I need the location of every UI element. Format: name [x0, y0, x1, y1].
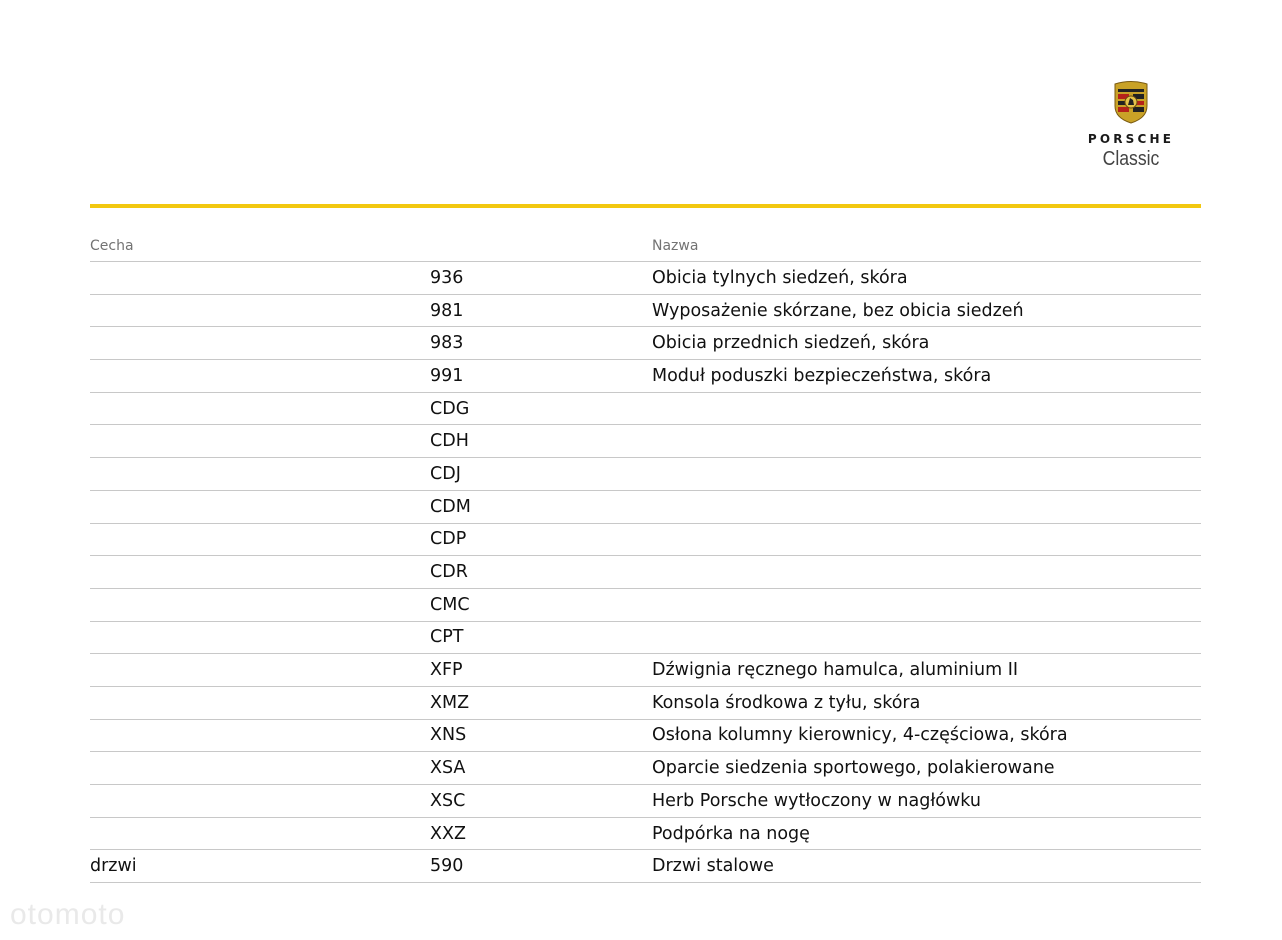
cell-cecha [90, 817, 430, 850]
table-row [90, 621, 1201, 654]
cell-code: 991 [430, 360, 652, 393]
brand-sub: Classic [1102, 148, 1160, 170]
cell-nazwa: Osłona kolumny kierownicy, 4-częściowa, skóra [652, 719, 1201, 752]
header-nazwa: Nazwa [652, 230, 1201, 262]
table-row [90, 327, 1201, 360]
cell-cecha [90, 654, 430, 687]
cell-code: XNS [430, 719, 652, 752]
cell-nazwa [652, 621, 1201, 654]
cell-nazwa [652, 458, 1201, 491]
table-row [90, 392, 1201, 425]
cell-cecha [90, 621, 430, 654]
cell-code: CDR [430, 556, 652, 589]
table-row [90, 686, 1201, 719]
table-row [90, 523, 1201, 556]
watermark: otomoto [10, 898, 126, 931]
cell-nazwa: Obicia tylnych siedzeń, skóra [652, 262, 1201, 295]
cell-cecha: drzwi [90, 850, 430, 883]
cell-code: CDH [430, 425, 652, 458]
cell-nazwa [652, 490, 1201, 523]
cell-nazwa: Moduł poduszki bezpieczeństwa, skóra [652, 360, 1201, 393]
cell-cecha [90, 523, 430, 556]
table-row [90, 654, 1201, 687]
cell-nazwa [652, 556, 1201, 589]
cell-cecha [90, 327, 430, 360]
cell-code: CDP [430, 523, 652, 556]
table-row [90, 360, 1201, 393]
table-row [90, 262, 1201, 295]
porsche-crest-icon [1114, 80, 1148, 124]
cell-nazwa [652, 425, 1201, 458]
cell-code: CDJ [430, 458, 652, 491]
cell-cecha [90, 785, 430, 818]
cell-cecha [90, 686, 430, 719]
cell-cecha [90, 360, 430, 393]
table-row [90, 719, 1201, 752]
cell-cecha [90, 458, 430, 491]
cell-code: CMC [430, 588, 652, 621]
cell-code: CDM [430, 490, 652, 523]
cell-code: XMZ [430, 686, 652, 719]
cell-code: 981 [430, 294, 652, 327]
yellow-divider [90, 204, 1201, 208]
cell-cecha [90, 262, 430, 295]
cell-nazwa [652, 523, 1201, 556]
cell-nazwa: Oparcie siedzenia sportowego, polakierowane [652, 752, 1201, 785]
brand-name: PORSCHE [1087, 132, 1175, 146]
cell-code: CPT [430, 621, 652, 654]
table-row [90, 752, 1201, 785]
cell-nazwa: Herb Porsche wytłoczony w nagłówku [652, 785, 1201, 818]
cell-code: 590 [430, 850, 652, 883]
cell-cecha [90, 556, 430, 589]
table-header-row [90, 230, 1201, 262]
header-code [430, 230, 652, 262]
table-row [90, 817, 1201, 850]
cell-cecha [90, 392, 430, 425]
cell-cecha [90, 719, 430, 752]
table-row [90, 294, 1201, 327]
cell-nazwa: Obicia przednich siedzeń, skóra [652, 327, 1201, 360]
cell-nazwa: Wyposażenie skórzane, bez obicia siedzeń [652, 294, 1201, 327]
features-table [90, 230, 1201, 883]
cell-cecha [90, 294, 430, 327]
cell-code: XFP [430, 654, 652, 687]
cell-nazwa: Drzwi stalowe [652, 850, 1201, 883]
cell-nazwa [652, 588, 1201, 621]
cell-nazwa [652, 392, 1201, 425]
cell-code: CDG [430, 392, 652, 425]
header-cecha: Cecha [90, 230, 430, 262]
cell-cecha [90, 752, 430, 785]
cell-nazwa: Podpórka na nogę [652, 817, 1201, 850]
table-row [90, 785, 1201, 818]
table-row [90, 458, 1201, 491]
porsche-classic-logo [1068, 80, 1194, 171]
table-row [90, 556, 1201, 589]
cell-code: XXZ [430, 817, 652, 850]
cell-cecha [90, 490, 430, 523]
cell-nazwa: Konsola środkowa z tyłu, skóra [652, 686, 1201, 719]
table-row [90, 850, 1201, 883]
cell-nazwa: Dźwignia ręcznego hamulca, aluminium II [652, 654, 1201, 687]
table-row [90, 490, 1201, 523]
cell-code: 983 [430, 327, 652, 360]
cell-cecha [90, 588, 430, 621]
cell-cecha [90, 425, 430, 458]
cell-code: 936 [430, 262, 652, 295]
table-row [90, 425, 1201, 458]
table-row [90, 588, 1201, 621]
cell-code: XSA [430, 752, 652, 785]
cell-code: XSC [430, 785, 652, 818]
